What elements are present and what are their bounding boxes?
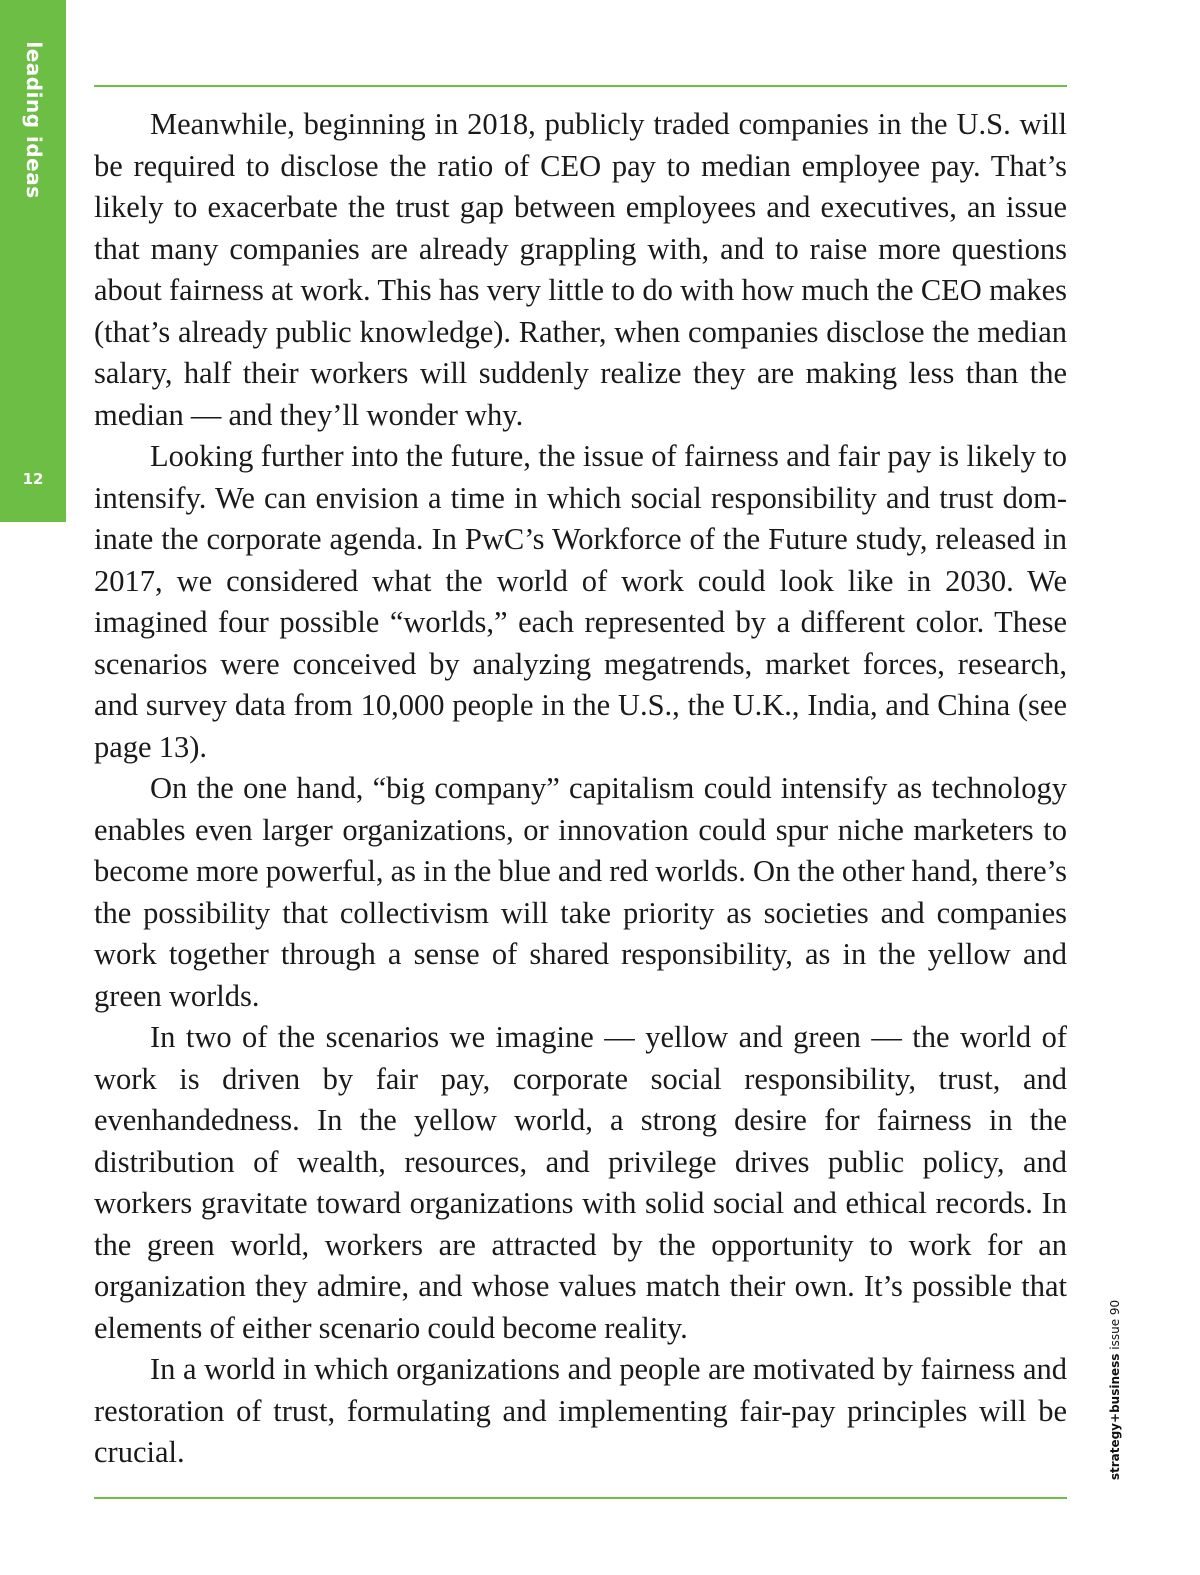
article-body: [94, 104, 1067, 1474]
paragraph-2: Looking further into the future, the issue of fairness and fair pay is likely to intensify. We can envision a time in which social responsibility and trust dominate the corporate agenda. In PwC’s Workforce of the Future study, released in 2017, we considered what the world of work could look like in 2030. We imagined four possible “worlds,” each represented by a different color. These scenarios were conceived by analyzing megatrends, market forces, research, and survey data from 10,000 people in the U.S., the U.K., India, and China (see page 13).: [94, 439, 1067, 764]
page-number: 12: [22, 470, 44, 488]
bottom-divider: [94, 1497, 1067, 1499]
paragraph-1: Meanwhile, beginning in 2018, publicly traded companies in the U.S. will be required to disclose the ratio of CEO pay to median employee pay. That’s likely to exacerbate the trust gap between employees and executives, an issue that many companies are already grappling with, and to raise more questions about fairness at work. This has very little to do with how much the CEO makes (that’s already public knowledge). Rather, when companies disclose the median salary, half their workers will suddenly realize they are making less than the median — and they’ll wonder why.: [94, 107, 1067, 432]
top-divider: [94, 85, 1067, 87]
publication-credit: [1108, 1300, 1122, 1480]
paragraph-3: On the one hand, “big company” capitalism could intensify as technology enables even larger organizations, or innovation could spur niche marketers to become more powerful, as in the blue and red worlds. On the other hand, there’s the possibility that collectivism will take priority as societies and companies work together through a sense of shared responsibility, as in the yellow and green worlds.: [94, 771, 1067, 1013]
publication-issue: issue 90: [1108, 1299, 1122, 1350]
paragraph-4: In two of the scenarios we imagine — yellow and green — the world of work is driven by fair pay, corporate social responsibility, trust, and evenhandedness. In the yellow world, a strong desire for fairness in the distribution of wealth, resources, and privilege drives public policy, and workers gravitate toward organizations with solid social and ethical records. In the green world, workers are attracted by the opportunity to work for an organization they admire, and whose values match their own. It’s possible that elements of either scenario could become reality.: [94, 1020, 1067, 1345]
paragraph-5: In a world in which organizations and people are motivated by fairness and restoration of trust, formulating and implementing fair-pay principles will be crucial.: [94, 1352, 1067, 1469]
section-label: leading ideas: [22, 41, 46, 199]
publication-brand: strategy+business: [1108, 1353, 1122, 1481]
section-tab: [0, 0, 66, 522]
